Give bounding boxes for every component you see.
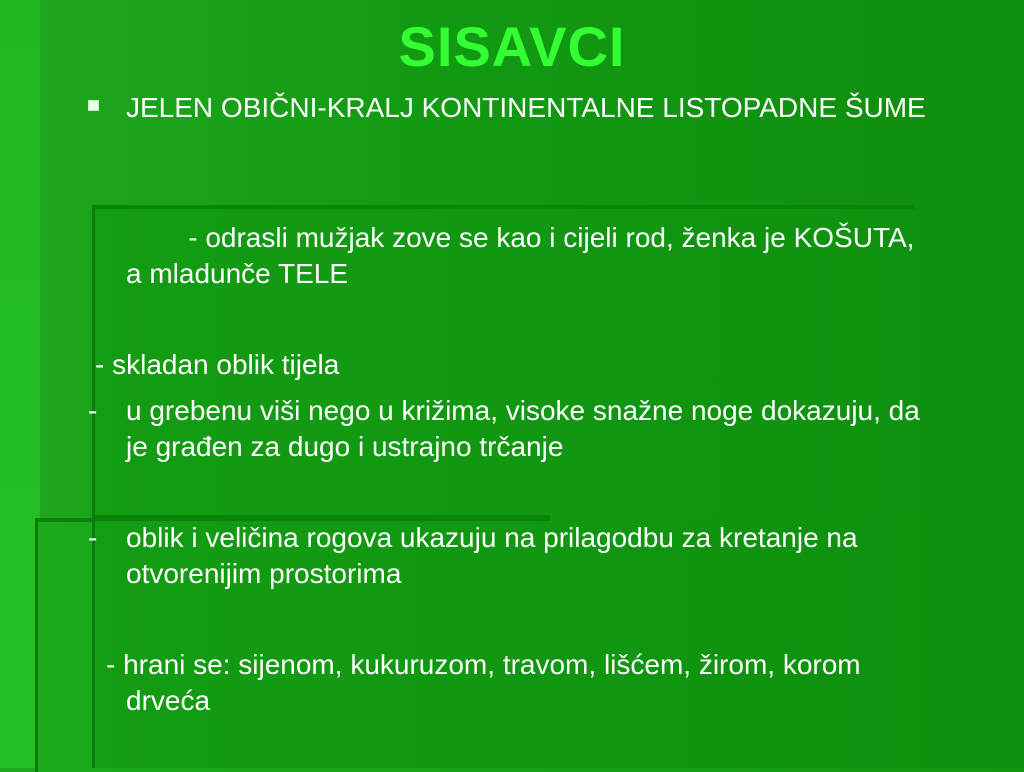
slide-title: SISAVCI (398, 15, 626, 78)
background-strip (0, 0, 40, 768)
bullet-text-2: - odrasli mužjak zove se kao i cijeli rod, ženka je KOŠUTA, a mladunče TELE (126, 222, 923, 289)
square-bullet-icon (88, 100, 99, 111)
bullet-text-6: - hrani se: sijenom, kukuruzom, travom, lišćem, žirom, korom drveća (106, 649, 861, 716)
dash-marker: - (88, 395, 98, 426)
bullet-text-1: JELEN OBIČNI-KRALJ KONTINENTALNE LISTOPADNE ŠUME (126, 92, 926, 123)
bullet-text-5: oblik i veličina rogova ukazuju na prilagodbu za kretanje na otvorenijim prostorima (126, 522, 858, 589)
bullet-text-4: u grebenu viši nego u križima, visoke snažne noge dokazuju, da je građen za dugo i ustrajno trčanje (126, 395, 920, 462)
bullet-text-3: - skladan oblik tijela (95, 349, 340, 380)
dash-marker: - (88, 522, 98, 553)
